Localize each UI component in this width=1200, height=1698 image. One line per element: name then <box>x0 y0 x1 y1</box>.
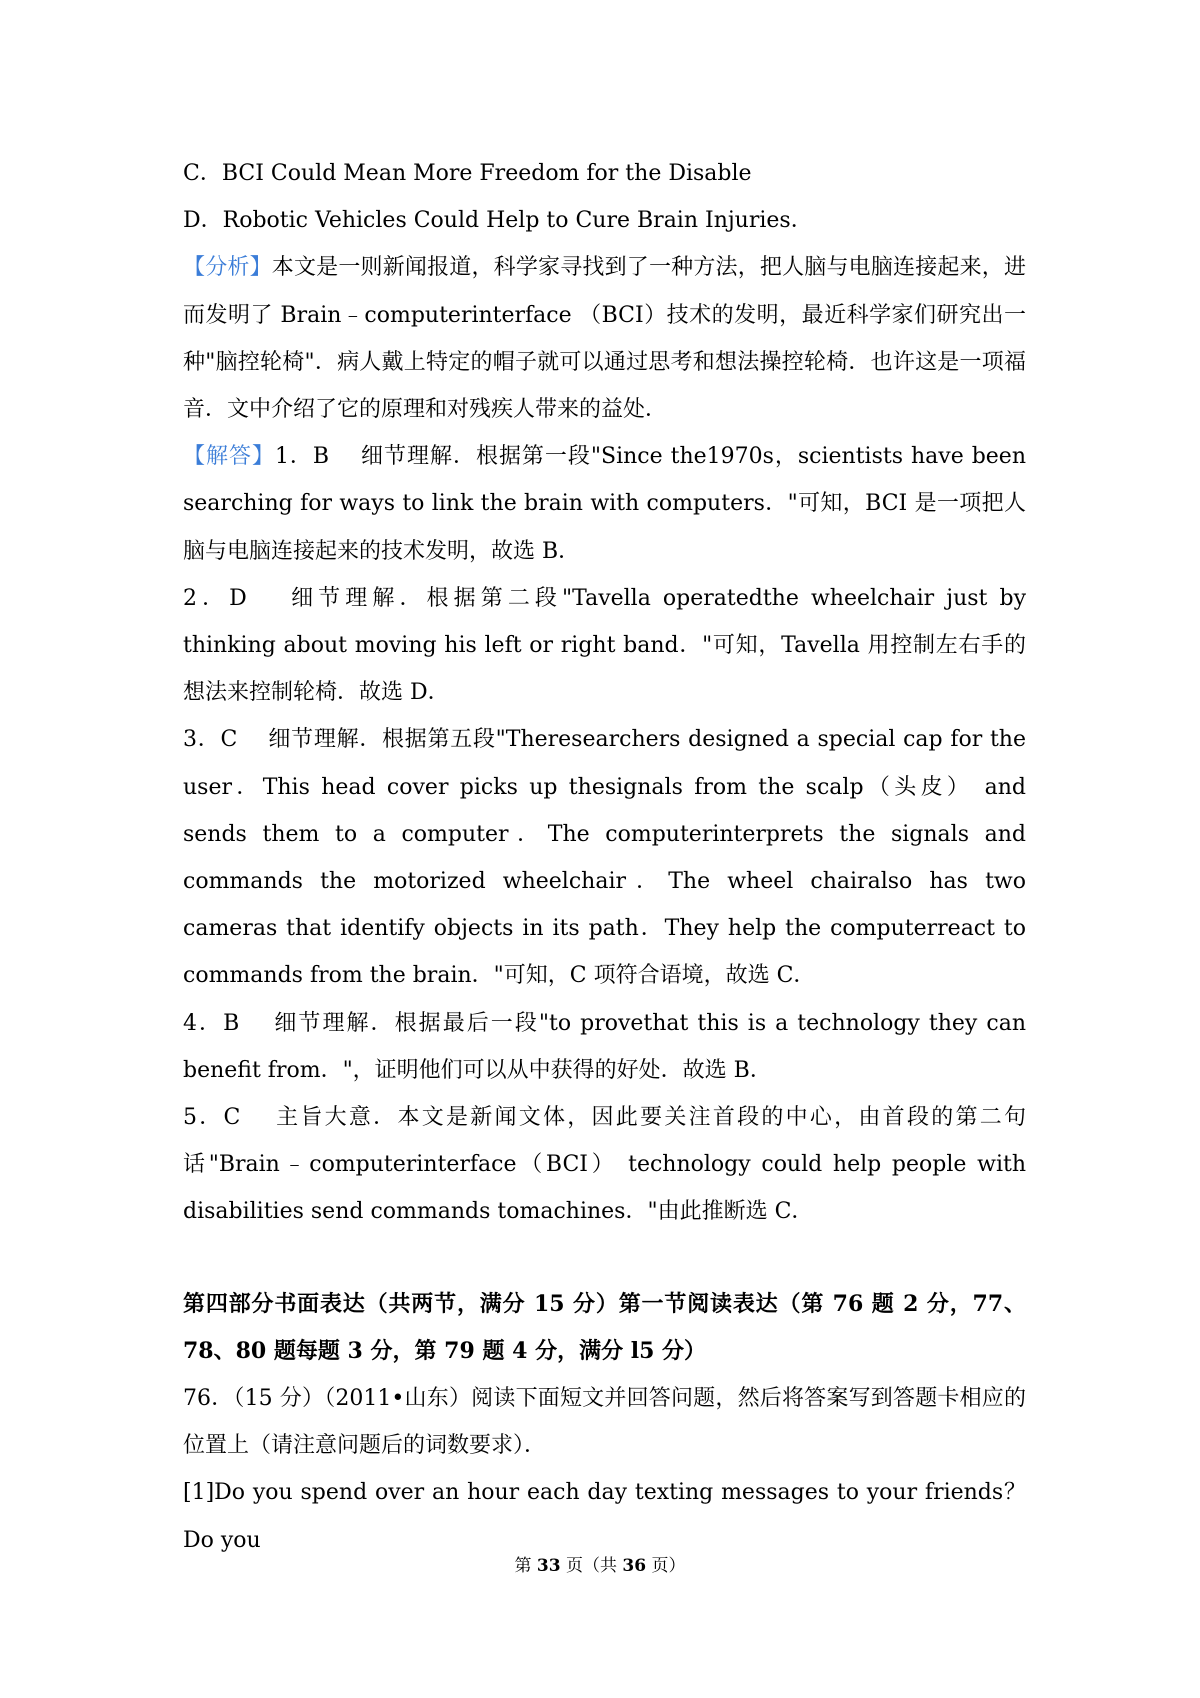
passage-paragraph-1: [1]Do you spend over an hour each day texting messages to your friends？Do you <box>183 1480 1026 1553</box>
section-gap <box>183 1236 1026 1281</box>
answer-text-1: 1．B 细节理解．根据第一段"Since the1970s，scientists have been searching for ways to link the brain with computers．"可知，BCI 是一项把人脑与电脑连接起来的技术发明，故选 B． <box>183 444 1026 564</box>
footer-total-pages: 36 <box>622 1556 647 1576</box>
answer-item-1 <box>183 433 1026 575</box>
analysis-tag: 【分析】 <box>183 255 272 281</box>
answer-item-3: 3．C 细节理解．根据第五段"Theresearchers designed a special cap for the user．This head cover picks up thesignals from the scalp（头皮） and sends them to a computer．The computerinterprets the signals and commands the motorized wheelchair．The wheel chairalso has two cameras that identify objects in its path．They help the computerreact to commands from the brain．"可知，C 项符合语境，故选 C． <box>183 727 1026 989</box>
footer-prefix: 第 <box>514 1556 537 1576</box>
answer-item-4: 4．B 细节理解．根据最后一段"to provethat this is a technology they can benefit from．"，证明他们可以从中获得的好处．故选 B． <box>183 1010 1026 1083</box>
option-c: C．BCI Could Mean More Freedom for the Disable <box>183 161 752 186</box>
section-heading: 第四部分书面表达（共两节，满分 15 分）第一节阅读表达（第 76 题 2 分，77、78、80 题每题 3 分，第 79 题 4 分，满分 l5 分） <box>183 1290 1026 1364</box>
footer-middle: 页（共 <box>560 1556 623 1576</box>
analysis-text: 本文是一则新闻报道，科学家寻找到了一种方法，把人脑与电脑连接起来，进而发明了 Brain﹣computerinterface （BCI）技术的发明，最近科学家们研究出一种"脑控轮椅"．病人戴上特定的帽子就可以通过思考和想法操控轮椅．也许这是一项福音．文中介绍了它的原理和对残疾人带来的益处． <box>183 255 1026 423</box>
answer-item-2: 2．D 细节理解．根据第二段"Tavella operatedthe wheelchair just by thinking about moving his left or right band．"可知，Tavella 用控制左右手的想法来控制轮椅．故选 D． <box>183 585 1026 706</box>
answer-tag: 【解答】 <box>183 444 275 470</box>
page-footer <box>0 1554 1200 1578</box>
analysis-paragraph <box>183 244 1026 433</box>
document-body <box>183 150 1026 1564</box>
option-d: D．Robotic Vehicles Could Help to Cure Brain Injuries． <box>183 208 813 234</box>
footer-suffix: 页） <box>646 1556 686 1576</box>
answer-item-5: 5．C 主旨大意．本文是新闻文体，因此要关注首段的中心，由首段的第二句话"Brain﹣computerinterface（BCI） technology could help people with disabilities send commands tomachines．"由此推断选 C． <box>183 1105 1026 1225</box>
question-76: 76．（15 分）（2011•山东）阅读下面短文并回答问题，然后将答案写到答题卡相应的位置上（请注意问题后的词数要求）． <box>183 1386 1026 1459</box>
footer-page-number: 33 <box>536 1556 561 1576</box>
